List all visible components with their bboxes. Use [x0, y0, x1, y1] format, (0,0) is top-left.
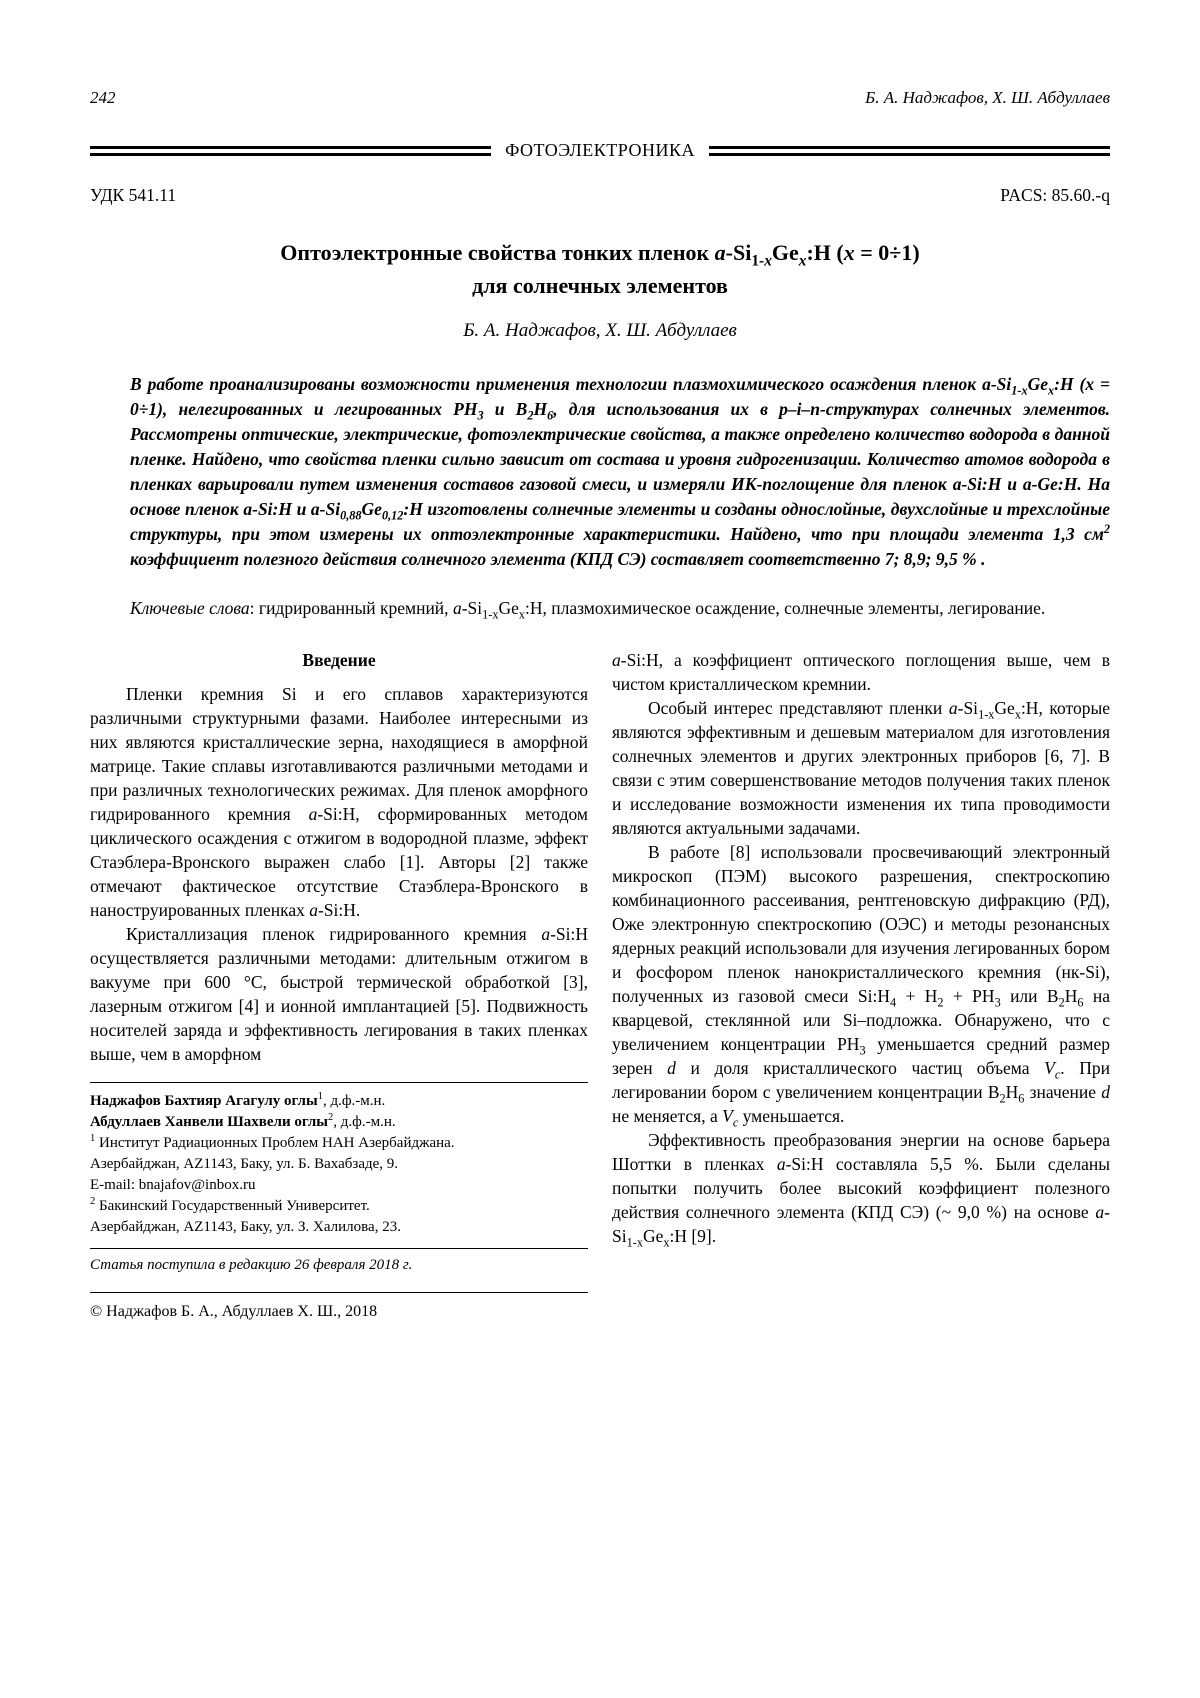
section-banner-label: ФОТОЭЛЕКТРОНИКА: [505, 140, 695, 160]
footnote-separator-rule: [90, 1082, 588, 1083]
keywords: Ключевые слова: гидрированный кремний, $a-Si_{1-x}Ge_x:H$, плазмохимическое осаждение, солнечные элементы, легирование.: [130, 598, 1046, 622]
section-banner: [90, 140, 1110, 161]
footnote-line: Азербайджан, AZ1143, Баку, ул. Б. Вахабзаде, 9.: [90, 1156, 399, 1172]
running-head-authors: Б. А. Наджафов, Х. Ш. Абдуллаев: [865, 88, 1110, 107]
left-column: [90, 648, 588, 1322]
intro-heading: Введение: [302, 650, 376, 670]
article-title: Оптоэлектронные свойства тонких пленок $a-Si_{1-x}Ge_x:H$ (x = 0÷1) для солнечных элементов: [280, 240, 920, 298]
footnote-line: $^2$ Бакинский Государственный Университет.: [90, 1196, 370, 1214]
running-header: [90, 88, 1110, 108]
body-paragraph-continuation: a-Si:H, а коэффициент оптического поглощения выше, чем в чистом кристаллическом кремнии.: [612, 650, 1110, 694]
author-footnotes: [90, 1082, 588, 1322]
footnote-line: $^1$ Институт Радиационных Проблем НАН Азербайджана.: [90, 1133, 455, 1151]
footnote-line: Абдуллаев Ханвели Шахвели оглы$^2$, д.ф.-м.н.: [90, 1112, 396, 1130]
body-paragraph: Особый интерес представляют пленки $a-Si_{1-x}Ge_x:H$, которые являются эффективным и дешевым материалом для изготовления солнечных элементов и других электронных приборов [6, 7]. В связи с этим совершенствование методов получения таких пленок и исследование возможности изменения их типа проводимости являются актуальными задачами.: [612, 698, 1111, 838]
page-number: 242: [90, 88, 116, 107]
body-paragraph: В работе [8] использовали просвечивающий электронный микроскоп (ПЭМ) высокого разрешения, спектроскопию комбинационного рассеивания, рентгеновскую дифракцию (РД), Оже электронную спектроскопию (ОЭС) и методы резонансных ядерных реакций использовали для изучения легированных бором и фосфором пленок нанокристаллического кремния (нк-Si), полученных из газовой смеси $Si:H_4 + H_2 + PH_3$ или $B_2H_6$ на кварцевой, стеклянной или Si–подложка. Обнаружено, что с увеличением концентрации $PH_3$ уменьшается средний размер зерен d и доля кристаллического частиц объема $V_c$. При легировании бором с увеличением концентрации $B_2H_6$ значение d не меняется, а $V_c$ уменьшается.: [612, 842, 1110, 1130]
body-paragraph: Эффективность преобразования энергии на основе барьера Шоттки в пленках a-Si:H составляла 5,5 %. Были сделаны попытки получить более высокий коэффициент полезного действия солнечного элемента (КПД СЭ) (~ 9,0 %) на основе $a-Si_{1-x}Ge_x:H$ [9].: [612, 1130, 1110, 1250]
intro-paragraph: Кристаллизация пленок гидрированного кремния a-Si:H осуществляется различными методами: длительным отжигом в вакууме при 600 °С, быстрой термической обработкой [3], лазерным отжигом [4] и ионной имплантацией [5]. Подвижность носителей заряда и эффективность легирования в таких пленках выше, чем в аморфном: [90, 924, 588, 1064]
footnote-line: Наджафов Бахтияр Агагулу оглы$^1$, д.ф.-м.н.: [90, 1091, 386, 1109]
banner-rule-left: [90, 146, 491, 156]
copyright-line: © Наджафов Б. А., Абдуллаев Х. Ш., 2018: [90, 1303, 378, 1320]
abstract: В работе проанализированы возможности применения технологии плазмохимического осаждения пленок $a-Si_{1-x}Ge_x:H$ (x = 0÷1), нелегированных и легированных $PH_3$ и $B_2H_6$, для использования их в p–i–n-структурах солнечных элементов. Рассмотрены оптические, электрические, фотоэлектрические свойства, а также определено количество водорода в данной пленке. Найдено, что свойства пленки сильно зависит от состава и уровня гидрогенизации. Количество атомов водорода в пленках варьировали путем изменения составов газовой смеси, и измеряли ИК-поглощение для пленок a-Si:H и a-Ge:H. На основе пленок a-Si:H и $a-Si_{0,88}Ge_{0,12}:H$ изготовлены солнечные элементы и созданы однослойные, двухслойные и трехслойные структуры, при этом измерены их оптоэлектронные характеристики. Найдено, что при площади элемента 1,3 $см^2$ коэффициент полезного действия солнечного элемента (КПД СЭ) составляет соответственно 7; 8,9; 9,5 % .: [130, 374, 1111, 569]
article-authors: Б. А. Наджафов, Х. Ш. Абдуллаев: [463, 320, 737, 341]
footnote-email: E-mail: bnajafov@inbox.ru: [90, 1177, 256, 1193]
right-column: [612, 648, 1110, 1322]
two-column-body: [90, 648, 1110, 1322]
pacs-code: PACS: 85.60.-q: [1000, 185, 1110, 205]
intro-paragraph: Пленки кремния Si и его сплавов характеризуются различными структурными фазами. Наиболее интересными из них являются кристаллические зерна, находящиеся в аморфной матрице. Такие сплавы изготавливаются различными методами и при различных технологических режимах. Для пленок аморфного гидрированного кремния a-Si:H, сформированных методом циклического осаждения с отжигом в водородной плазме, эффект Стаэблера-Вронского выражен слабо [1]. Авторы [2] также отмечают фактическое отсутствие Стаэблера-Вронского в наноструированных пленках a-Si:H.: [90, 684, 588, 920]
banner-rule-right: [709, 146, 1110, 156]
footnote-line: Азербайджан, AZ1143, Баку, ул. З. Халилова, 23.: [90, 1219, 401, 1235]
received-date: Статья поступила в редакцию 26 февраля 2018 г.: [90, 1257, 413, 1273]
udc-code: УДК 541.11: [90, 185, 177, 205]
classification-row: [90, 185, 1110, 206]
